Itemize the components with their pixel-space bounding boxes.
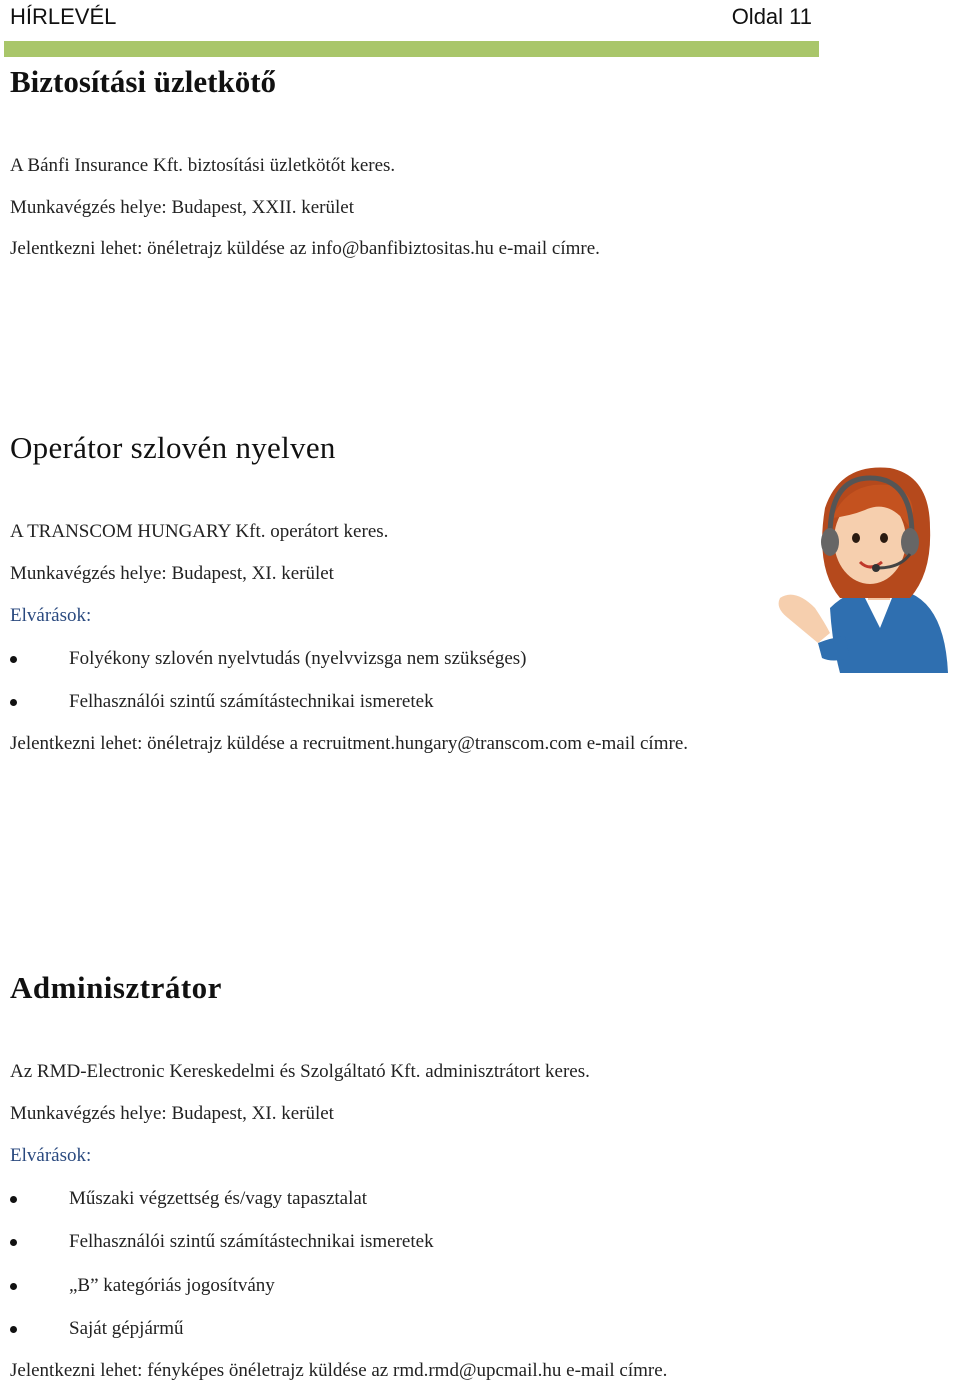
apply-line: Jelentkezni lehet: önéletrajz küldése a recruitment.hungary@transcom.com e-mail címre. xyxy=(10,733,688,754)
requirements-label: Elvárások: xyxy=(10,605,92,626)
header-bar xyxy=(4,41,819,57)
section-line: Jelentkezni lehet: önéletrajz küldése az info@banfibiztositas.hu e-mail címre. xyxy=(10,238,600,259)
bullet-icon xyxy=(10,656,17,663)
section-line: Munkavégzés helye: Budapest, XXII. kerület xyxy=(10,197,355,218)
section-line: A Bánfi Insurance Kft. biztosítási üzletkötőt keres. xyxy=(10,155,396,176)
call-center-operator-illustration xyxy=(770,458,950,678)
page-header xyxy=(10,2,812,34)
newsletter-title: HÍRLEVÉL xyxy=(10,4,117,29)
bullet-icon xyxy=(10,1239,17,1246)
requirements-label: Elvárások: xyxy=(10,1145,92,1166)
section-title-insurance-agent: Biztosítási üzletkötő xyxy=(10,64,277,99)
apply-line: Jelentkezni lehet: fényképes önéletrajz küldése az rmd.rmd@upcmail.hu e-mail címre. xyxy=(10,1360,668,1381)
section-line: Munkavégzés helye: Budapest, XI. kerület xyxy=(10,1103,334,1124)
bullet-icon xyxy=(10,699,17,706)
section-title-operator: Operátor szlovén nyelven xyxy=(10,430,336,465)
page-number: Oldal 11 xyxy=(731,4,812,29)
bullet-icon xyxy=(10,1326,17,1333)
section-line: Munkavégzés helye: Budapest, XI. kerület xyxy=(10,563,334,584)
bullet-icon xyxy=(10,1196,17,1203)
section-title-administrator: Adminisztrátor xyxy=(10,970,222,1005)
section-line: Az RMD-Electronic Kereskedelmi és Szolgáltató Kft. adminisztrátort keres. xyxy=(10,1061,590,1082)
bullet-icon xyxy=(10,1283,17,1290)
section-line: A TRANSCOM HUNGARY Kft. operátort keres. xyxy=(10,521,389,542)
